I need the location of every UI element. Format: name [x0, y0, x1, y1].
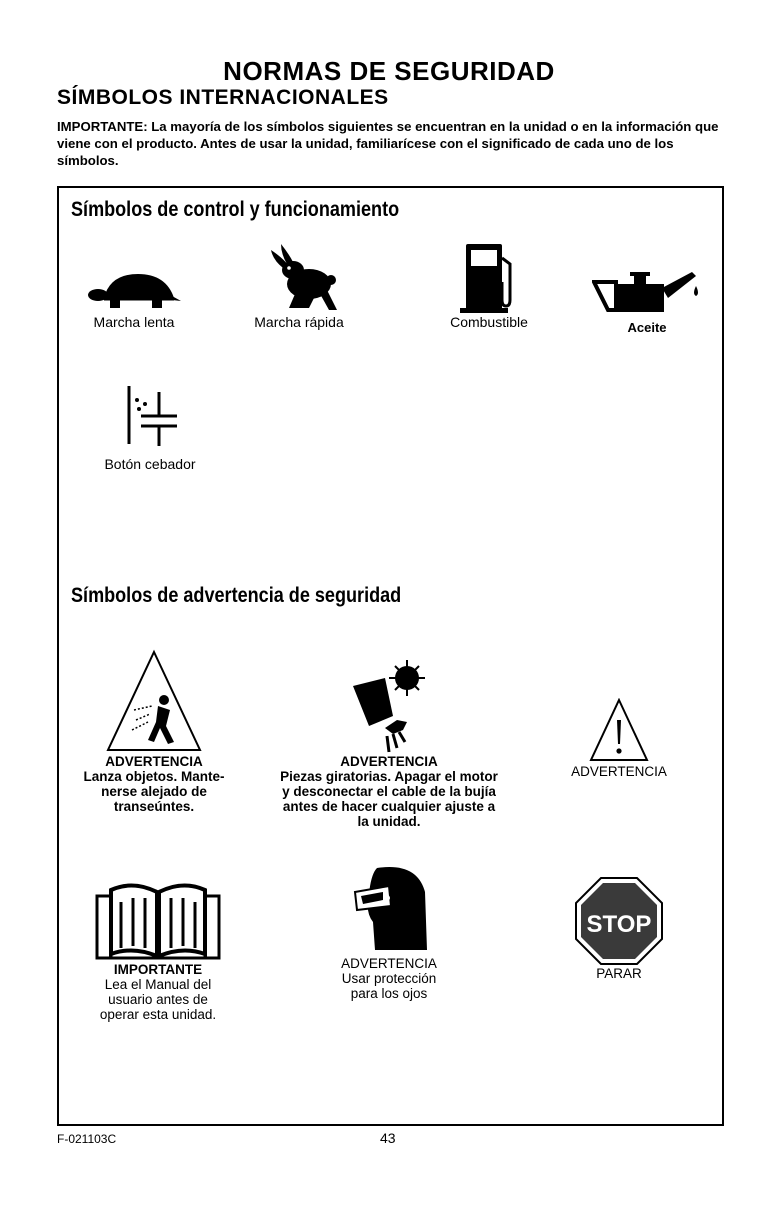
- eye-protection-icon: [347, 862, 431, 956]
- symbol-manual: [73, 878, 243, 1022]
- turtle-icon: [86, 268, 182, 314]
- symbol-thrown-objects: [69, 648, 239, 814]
- symbol-primer: [75, 382, 225, 472]
- page-number: 43: [380, 1130, 396, 1146]
- stop-sign-icon: [574, 876, 664, 966]
- fuel-pump-icon: [454, 242, 524, 314]
- symbols-box: [57, 186, 724, 1126]
- page-title: NORMAS DE SEGURIDAD: [223, 56, 555, 86]
- primer-icon: [115, 382, 185, 456]
- symbol-label: Marcha lenta: [93, 314, 175, 330]
- warning-text: Lanza objetos. Mante-nerse alejado de transeúntes.: [83, 769, 225, 814]
- symbol-oil: [587, 268, 707, 335]
- warning-text: Lea el Manual del usuario antes de operar esta unidad.: [99, 977, 217, 1022]
- symbol-label: Marcha rápida: [254, 314, 344, 330]
- warning-heading: ADVERTENCIA: [571, 764, 667, 779]
- symbol-slow: [79, 268, 189, 330]
- symbol-label: Aceite: [627, 320, 667, 335]
- warning-text: Piezas giratorias. Apagar el motor y desconectar el cable de la bujía antes de hacer cualquier ajuste a la unidad.: [280, 769, 498, 829]
- page-subtitle: SÍMBOLOS INTERNACIONALES: [57, 86, 389, 109]
- warning-heading: PARAR: [596, 966, 642, 981]
- warning-heading: ADVERTENCIA: [105, 754, 203, 769]
- warning-heading: IMPORTANTE: [113, 962, 203, 977]
- symbol-label: Botón cebador: [104, 456, 196, 472]
- warning-triangle-icon: [589, 698, 649, 764]
- warning-heading: ADVERTENCIA: [340, 754, 438, 769]
- warning-text: Usar protección para los ojos: [341, 971, 437, 1001]
- warning-heading: ADVERTENCIA: [341, 956, 437, 971]
- symbol-eye-protection: [289, 862, 489, 1001]
- footer-code: F-021103C: [57, 1132, 117, 1146]
- symbol-warning: [539, 698, 699, 779]
- thrown-objects-icon: [104, 648, 204, 754]
- symbol-rotating-parts: [269, 656, 509, 829]
- warning-section-title: Símbolos de advertencia de seguridad: [71, 584, 402, 607]
- stop-sign-text: STOP: [586, 911, 652, 938]
- symbol-fast: [239, 240, 359, 330]
- rabbit-icon: [259, 240, 339, 314]
- intro-text: IMPORTANTE: La mayoría de los símbolos siguientes se encuentran en la unidad o en la información que viene con el producto. Antes de usar la unidad, familiarícese con el significado de cada uno de los símbolos.: [57, 119, 719, 168]
- symbol-label: Combustible: [450, 314, 528, 330]
- manual-book-icon: [93, 878, 223, 962]
- control-section-title: Símbolos de control y funcionamiento: [71, 198, 400, 221]
- rotating-parts-icon: [339, 656, 439, 754]
- symbol-stop: [559, 876, 679, 981]
- symbol-fuel: [429, 242, 549, 330]
- oil-can-icon: [592, 268, 702, 320]
